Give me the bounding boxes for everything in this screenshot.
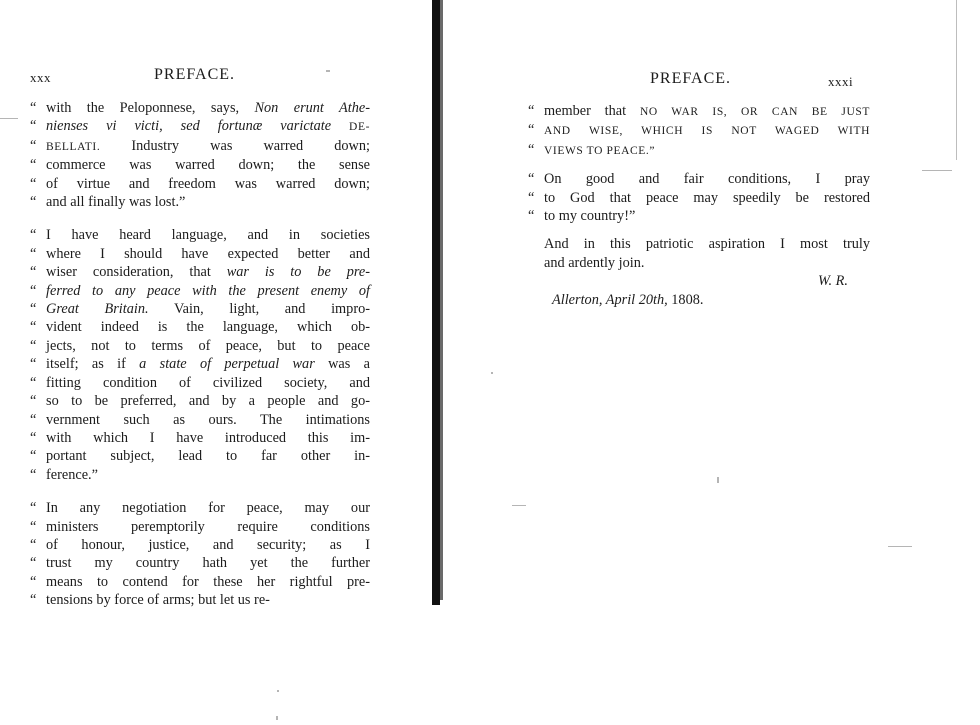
text-line xyxy=(528,121,870,140)
scan-speck xyxy=(512,505,526,506)
text-line xyxy=(30,429,370,447)
text-line xyxy=(30,499,370,517)
text-run: where I should have expected better and xyxy=(46,245,370,262)
text-run: and ardently join. xyxy=(544,254,645,271)
text-run: Industry was warred down; xyxy=(100,137,370,154)
text-line xyxy=(30,245,370,263)
left-page xyxy=(30,66,370,610)
text-run: vident indeed is the language, which ob- xyxy=(46,319,370,336)
text-run: trust my country hath yet the further xyxy=(46,555,370,572)
text-run: a state of perpetual war xyxy=(139,356,315,373)
text-line xyxy=(30,137,370,156)
text-line xyxy=(30,392,370,410)
paragraph xyxy=(528,170,870,225)
text-line xyxy=(30,175,370,193)
quote-mark: “ xyxy=(30,227,37,244)
text-run: DE- xyxy=(331,121,370,134)
text-run: And in this patriotic aspiration I most truly xyxy=(544,236,870,253)
dateline-year: 1808. xyxy=(671,291,704,308)
text-line xyxy=(30,355,370,373)
quote-mark: “ xyxy=(30,500,37,517)
quote-mark: “ xyxy=(30,319,37,336)
text-run: Non erunt Athe- xyxy=(254,100,370,116)
scan-speck xyxy=(0,118,18,119)
text-run: BELLATI. xyxy=(46,140,101,153)
quote-mark: “ xyxy=(528,189,535,206)
text-line xyxy=(30,411,370,429)
scan-speck xyxy=(276,716,278,720)
text-run: jects, not to terms of peace, but to peace xyxy=(46,337,370,354)
text-line xyxy=(528,102,870,121)
text-line xyxy=(528,235,870,253)
quote-mark: “ xyxy=(30,100,37,116)
quote-mark: “ xyxy=(30,536,37,553)
text-line xyxy=(528,254,870,272)
paragraph xyxy=(30,99,370,211)
text-run: fitting condition of civilized society, and xyxy=(46,374,370,391)
scan-speck xyxy=(277,690,279,692)
quote-mark: “ xyxy=(30,282,37,299)
quote-mark: “ xyxy=(30,301,37,318)
text-run: wiser consideration, that xyxy=(46,264,227,281)
text-run: In any negotiation for peace, may our xyxy=(46,500,370,517)
left-page-header xyxy=(30,66,370,88)
text-line xyxy=(30,554,370,572)
paragraph xyxy=(528,102,870,160)
text-line xyxy=(30,263,370,281)
text-run: of honour, justice, and security; as I xyxy=(46,536,370,553)
quote-mark: “ xyxy=(30,137,37,154)
text-line xyxy=(30,282,370,300)
quote-mark: “ xyxy=(30,573,37,590)
text-run: VIEWS TO PEACE.” xyxy=(544,144,656,157)
left-running-title: PREFACE. xyxy=(154,66,236,83)
quote-mark: “ xyxy=(30,337,37,354)
text-run: member that xyxy=(544,103,640,119)
text-run: itself; as if xyxy=(46,356,140,373)
text-run: AND WISE, WHICH IS NOT WAGED WITH xyxy=(544,125,870,138)
quote-mark: “ xyxy=(528,208,535,225)
right-running-title: PREFACE. xyxy=(650,70,732,87)
scan-speck xyxy=(491,372,493,374)
text-line xyxy=(30,591,370,609)
quote-mark: “ xyxy=(528,103,535,119)
quote-mark: “ xyxy=(30,245,37,262)
text-run: means to contend for these her rightful pre- xyxy=(46,573,370,590)
text-line xyxy=(30,536,370,554)
text-run: ference.” xyxy=(46,466,98,483)
text-line xyxy=(30,226,370,244)
right-page-body xyxy=(528,102,870,309)
quote-mark: “ xyxy=(30,374,37,391)
text-run: tensions by force of arms; but let us re- xyxy=(46,592,270,609)
quote-mark: “ xyxy=(30,356,37,373)
text-line xyxy=(528,141,870,160)
quote-mark: “ xyxy=(30,264,37,281)
text-line xyxy=(528,207,870,225)
text-line xyxy=(30,337,370,355)
text-line xyxy=(30,300,370,318)
text-line xyxy=(30,466,370,484)
quote-mark: “ xyxy=(30,555,37,572)
paragraph xyxy=(30,499,370,609)
right-page-number: xxxi xyxy=(828,74,854,89)
text-run: to my country!” xyxy=(544,208,636,225)
text-run: ministers peremptorily require conditions xyxy=(46,518,370,535)
quote-mark: “ xyxy=(30,518,37,535)
text-line xyxy=(30,374,370,392)
text-run: commerce was warred down; the sense xyxy=(46,157,370,174)
text-run: Vain, light, and impro- xyxy=(148,301,370,318)
text-line xyxy=(30,193,370,211)
scan-speck xyxy=(888,546,912,547)
text-run: vernment such as ours. The intimations xyxy=(46,411,370,428)
text-line xyxy=(30,518,370,536)
text-line xyxy=(30,447,370,465)
quote-mark: “ xyxy=(30,429,37,446)
text-run: NO WAR IS, OR CAN BE JUST xyxy=(639,106,870,118)
paragraph xyxy=(30,226,370,484)
text-line xyxy=(528,170,870,188)
text-line xyxy=(30,117,370,136)
page-edge-line xyxy=(956,0,957,160)
text-run: so to be preferred, and by a people and go- xyxy=(46,393,370,410)
text-run: portant subject, lead to far other in- xyxy=(46,448,370,465)
signature: W. R. xyxy=(817,273,848,290)
text-run: I have heard language, and in societies xyxy=(46,227,370,244)
text-run: was a xyxy=(314,356,371,373)
text-line xyxy=(30,318,370,336)
text-run: and all finally was lost.” xyxy=(46,194,186,211)
left-page-number: xxx xyxy=(30,70,51,85)
scan-speck xyxy=(326,70,330,72)
quote-mark: “ xyxy=(528,171,535,188)
text-line xyxy=(30,156,370,174)
quote-mark: “ xyxy=(30,592,37,609)
text-run: of virtue and freedom was warred down; xyxy=(46,175,370,192)
quote-mark: “ xyxy=(528,122,535,139)
dateline-place: Allerton, April 20th, xyxy=(552,291,668,308)
text-line xyxy=(528,189,870,207)
text-run: with which I have introduced this im- xyxy=(46,429,370,446)
text-line xyxy=(30,573,370,591)
text-run: to God that peace may speedily be restored xyxy=(544,189,870,206)
text-run: On good and fair conditions, I pray xyxy=(544,171,870,188)
text-run: nienses vi victi, sed fortunæ varictate xyxy=(46,118,332,135)
quote-mark: “ xyxy=(30,157,37,174)
quote-mark: “ xyxy=(30,175,37,192)
text-run: Great Britain. xyxy=(46,301,149,318)
paragraph xyxy=(528,235,870,272)
quote-mark: “ xyxy=(30,393,37,410)
quote-mark: “ xyxy=(30,466,37,483)
text-line xyxy=(30,99,370,117)
quote-mark: “ xyxy=(528,141,535,158)
gutter-shadow xyxy=(440,0,443,600)
book-gutter xyxy=(432,0,440,605)
right-page xyxy=(528,70,870,309)
quote-mark: “ xyxy=(30,118,37,135)
quote-mark: “ xyxy=(30,411,37,428)
left-page-body xyxy=(30,99,370,610)
text-run: war is to be pre- xyxy=(226,264,370,281)
quote-mark: “ xyxy=(30,194,37,211)
right-page-header xyxy=(528,70,870,92)
dateline xyxy=(528,291,870,309)
text-run: with the Peloponnese, says, xyxy=(46,100,255,116)
scan-speck xyxy=(717,477,719,483)
quote-mark: “ xyxy=(30,448,37,465)
scan-speck xyxy=(922,170,952,171)
text-run: ferred to any peace with the present enemy of xyxy=(46,282,370,299)
